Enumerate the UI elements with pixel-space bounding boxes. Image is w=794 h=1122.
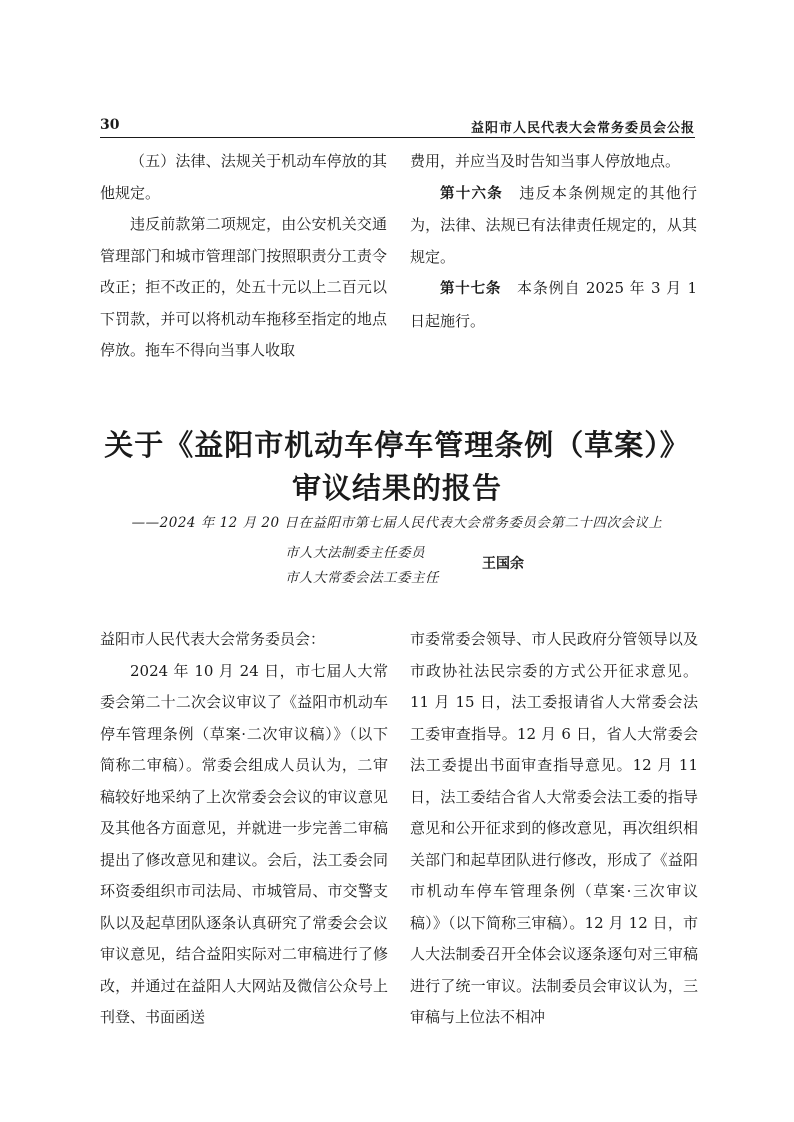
- page-header: [100, 113, 695, 137]
- report-title-line-1: 关于《益阳市机动车停车管理条例（草案）》: [104, 428, 690, 462]
- page-number: 30: [100, 117, 120, 133]
- salutation: 益阳市人民代表大会常务委员会：: [100, 630, 326, 648]
- report-subtitle: ——2024 年 12 月 20 日在益阳市第七届人民代表大会常务委员会第二十四次会议上: [131, 515, 663, 531]
- journal-name: 益阳市人民代表大会常务委员会公报: [470, 121, 695, 136]
- speaker-role-1: 市人大法制委主任委员: [285, 545, 425, 561]
- paragraph: 违反前款第二项规定，由公安机关交通管理部门和城市管理部门按照职责分工责令改正；拒不改正的，处五十元以上二百元以下罚款，并可以将机动车拖移至指定的地点停放。拖车不得向当事人收取: [100, 215, 387, 359]
- article-17: 第十七条 本条例自 2025 年 3 月 1 日起施行。: [410, 279, 697, 330]
- report-title-line-2: 审议结果的报告: [291, 471, 502, 505]
- speaker-role-2: 市人大常委会法工委主任: [285, 570, 439, 586]
- paragraph: 费用，并应当及时告知当事人停放地点。: [410, 152, 681, 170]
- article-number: 第十七条: [440, 281, 502, 297]
- top-right-column: [410, 146, 697, 337]
- header-rule: [100, 137, 695, 138]
- speaker-name: 王国余: [482, 556, 524, 572]
- body-left-column: [100, 624, 388, 1034]
- body-right-column: [410, 624, 698, 1034]
- paragraph: 市委常委会领导、市人民政府分管领导以及市政协社法民宗委的方式公开征求意见。11 月 15 日，法工委报请省人大常委会法工委审查指导。12 月 6 日，省人大常委会法工委提出书面审查指导意见。12 月 11 日，法工委结合省人大常委会法工委的指导意见和公开征求到的修改意见，再次组织相关部门和起草团队进行修改，形成了《益阳市机动车停车管理条例（草案·三次审议稿）》（以下简称三审稿）。12 月 12 日，市人大法制委召开全体会议逐条逐句对三审稿进行了统一审议。法制委员会审议认为，三审稿与上位法不相冲: [410, 630, 698, 1026]
- article-16: 第十六条 违反本条例规定的其他行为，法律、法规已有法律责任规定的，从其规定。: [410, 183, 697, 266]
- paragraph: （五）法律、法规关于机动车停放的其他规定。: [100, 152, 387, 202]
- top-left-column: [100, 146, 387, 367]
- article-number: 第十六条: [440, 185, 504, 202]
- paragraph: 2024 年 10 月 24 日，市七届人大常委会第二十二次会议审议了《益阳市机动车停车管理条例（草案·二次审议稿）》（以下简称二审稿）。常委会组成人员认为，二审稿较好地采纳了上次常委会会议的审议意见及其他各方面意见，并就进一步完善二审稿提出了修改意见和建议。会后，法工委会同环资委组织市司法局、市城管局、市交警支队以及起草团队逐条认真研究了常委会会议审议意见，结合益阳实际对二审稿进行了修改，并通过在益阳人大网站及微信公众号上刊登、书面函送: [100, 661, 388, 1026]
